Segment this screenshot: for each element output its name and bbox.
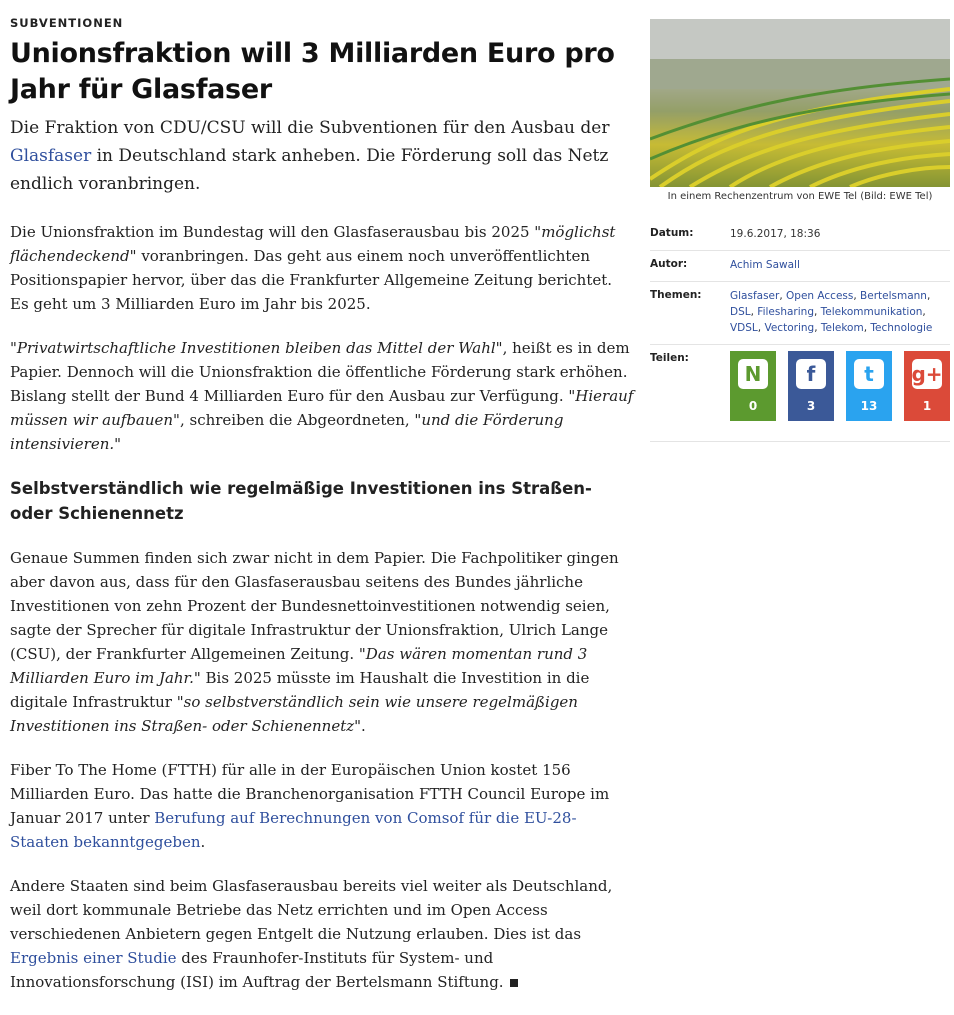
article-image[interactable] xyxy=(650,19,950,187)
share-facebook-button[interactable] xyxy=(788,351,834,421)
author-link[interactable]: Achim Sawall xyxy=(730,259,800,271)
subheading: Selbstverständlich wie regelmäßige Investitionen ins Straßen- oder Schienennetz xyxy=(10,479,592,523)
topic-link[interactable]: Vectoring xyxy=(764,322,815,334)
paragraph-4: Fiber To The Home (FTTH) für alle in der Europäischen Union kostet 156 Milliarden Euro. Das hatte die Branchenorganisation FTTH Council Europe im Januar 2017 unter Berufung auf Berechnungen von Comsof für die EU-28-Staaten bekanntgegeben. xyxy=(10,761,610,851)
topic-link[interactable]: Open Access xyxy=(786,290,854,302)
topic-link[interactable]: DSL xyxy=(730,306,751,318)
twitter-icon: t xyxy=(854,359,884,389)
share-buttons xyxy=(730,351,950,421)
link-comsof[interactable]: Berufung auf Berechnungen von Comsof für die EU-28-Staaten bekanntgegeben xyxy=(10,809,577,851)
link-glasfaser[interactable]: Glasfaser xyxy=(10,146,92,166)
link-studie[interactable]: Ergebnis einer Studie xyxy=(10,949,177,967)
fiber-cables-image xyxy=(650,19,950,187)
paragraph-1: Die Unionsfraktion im Bundestag will den Glasfaserausbau bis 2025 "möglichst flächendeckend" voranbringen. Das geht aus einem noch unveröffentlichten Positionspapier hervor, über das die Frankfurter Allgemeine Zeitung berichtet. Es geht um 3 Milliarden Euro im Jahr bis 2025. xyxy=(10,223,616,313)
paragraph-5: Andere Staaten sind beim Glasfaserausbau bereits viel weiter als Deutschland, weil dort kommunale Betriebe das Netz errichten und im Open Access verschiedenen Anbietern gegen Entgelt die Nutzung erlauben. Dies ist das Ergebnis einer Studie des Fraunhofer-Instituts für System- und Innovationsforschung (ISI) im Auftrag der Bertelsmann Stiftung. xyxy=(10,877,613,991)
article-kicker: SUBVENTIONEN xyxy=(10,16,124,30)
share-twitter-button[interactable] xyxy=(846,351,892,421)
share-golem-button[interactable] xyxy=(730,351,776,421)
sidebar xyxy=(650,19,950,442)
googleplus-icon: g+ xyxy=(912,359,942,389)
golem-icon: N xyxy=(738,359,768,389)
article-teaser: Die Fraktion von CDU/CSU will die Subventionen für den Ausbau der Glasfaser in Deutschland stark anheben. Die Förderung soll das Netz endlich voranbringen. xyxy=(10,118,610,194)
topic-link[interactable]: VDSL xyxy=(730,322,758,334)
topic-link[interactable]: Filesharing xyxy=(757,306,814,318)
topic-link[interactable]: Telekommunikation xyxy=(820,306,923,318)
topic-link[interactable]: Glasfaser xyxy=(730,290,780,302)
topic-link[interactable]: Telekom xyxy=(820,322,864,334)
paragraph-3: Genaue Summen finden sich zwar nicht in dem Papier. Die Fachpolitiker gingen aber davon aus, dass für den Glasfaserausbau seitens des Bundes jährliche Investitionen von zehn Prozent der Bundesnettoinvestitionen notwendig seien, sagte der Sprecher für digitale Infrastruktur der Unionsfraktion, Ulrich Lange (CSU), der Frankfurter Allgemeinen Zeitung. "Das wären momentan rund 3 Milliarden Euro im Jahr." Bis 2025 müsste im Haushalt die Investition in die digitale Infrastruktur "so selbstverständlich sein wie unsere regelmäßigen Investitionen ins Straßen- oder Schienennetz". xyxy=(10,549,619,735)
share-count: 0 xyxy=(748,399,758,413)
image-caption: In einem Rechenzentrum von EWE Tel (Bild: EWE Tel) xyxy=(667,191,933,202)
meta-author: Autor: Achim Sawall xyxy=(650,251,950,282)
topic-link[interactable]: Technologie xyxy=(870,322,933,334)
topic-link[interactable]: Bertelsmann xyxy=(860,290,927,302)
date-value: 19.6.2017, 18:36 xyxy=(730,228,821,240)
share-count: 13 xyxy=(860,399,878,413)
meta-share: Teilen: N 0 f 3 t 13 g+ 1 xyxy=(650,345,950,442)
meta-topics: Themen: Glasfaser, Open Access, Bertelsmann, DSL, Filesharing, Telekommunikation, VDSL, Vectoring, Telekom, Technologie xyxy=(650,282,950,345)
share-count: 1 xyxy=(922,399,932,413)
meta-date: Datum: 19.6.2017, 18:36 xyxy=(650,220,950,251)
article-title: Unionsfraktion will 3 Milliarden Euro pro Jahr für Glasfaser xyxy=(10,38,615,105)
share-count: 3 xyxy=(806,399,816,413)
share-googleplus-button[interactable] xyxy=(904,351,950,421)
paragraph-2: "Privatwirtschaftliche Investitionen bleiben das Mittel der Wahl", heißt es in dem Papier. Dennoch will die Unionsfraktion die öffentliche Förderung stark erhöhen. Bislang stellt der Bund 4 Milliarden Euro für den Ausbau zur Verfügung. "Hierauf müssen wir aufbauen", schreiben die Abgeordneten, "und die Förderung intensivieren." xyxy=(10,339,634,453)
facebook-icon: f xyxy=(796,359,826,389)
article xyxy=(10,16,635,1014)
topics-list: Glasfaser, Open Access, Bertelsmann, DSL, Filesharing, Telekommunikation, VDSL, Vectoring, Telekom, Technologie xyxy=(730,290,933,334)
end-mark-icon xyxy=(510,979,518,987)
